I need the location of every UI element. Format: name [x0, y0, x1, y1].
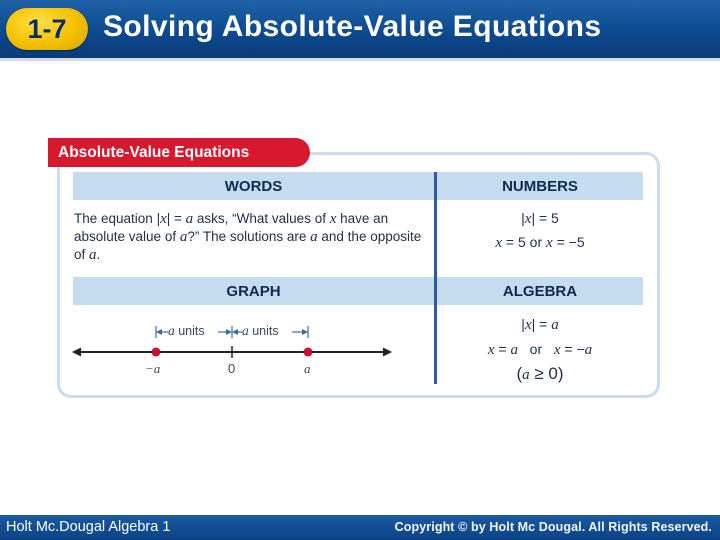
- numbers-line-1: [437, 210, 643, 228]
- graph-text: units: [248, 324, 279, 338]
- column-header-graph: GRAPH: [73, 277, 434, 305]
- lesson-title: Solving Absolute-Value Equations: [103, 10, 602, 43]
- words-text: ?” The solutions are: [187, 229, 311, 244]
- words-var: x: [160, 211, 167, 227]
- numbers-text: = −5: [552, 234, 585, 250]
- card-tab: [48, 138, 310, 167]
- numbers-text: | = 5: [531, 210, 559, 226]
- words-var: a: [179, 229, 188, 245]
- footer-copyright: Copyright © by Holt Mc Dougal. All Rights Reserved.: [394, 520, 712, 534]
- column-header-numbers: NUMBERS: [437, 172, 643, 200]
- words-var: a: [89, 247, 97, 263]
- numbers-line-2: [437, 234, 643, 252]
- words-text: .: [96, 247, 101, 262]
- arrow-head-icon: [156, 329, 162, 335]
- tick-label-zero: 0: [228, 361, 236, 376]
- words-var: a: [185, 211, 194, 227]
- numbers-text: |: [521, 210, 525, 226]
- numbers-var: x: [546, 235, 553, 251]
- graph-var: a: [168, 323, 175, 338]
- algebra-var: a: [584, 342, 593, 358]
- number-line: [70, 318, 400, 364]
- tick-label-neg-a: −a: [145, 361, 161, 376]
- algebra-line-2: [437, 341, 643, 359]
- words-text: The equation: [74, 211, 157, 226]
- words-text: |: [156, 211, 161, 226]
- lesson-badge: [6, 8, 88, 50]
- algebra-line-1: [437, 316, 643, 334]
- words-text: have an absolute value of: [74, 211, 389, 244]
- algebra-line-3: [437, 364, 643, 384]
- card-tab-title: Absolute-Value Equations: [58, 143, 250, 161]
- footer-bar: [0, 515, 720, 540]
- algebra-text: =: [494, 341, 511, 357]
- numbers-text: = 5 or: [502, 234, 547, 250]
- words-var: a: [310, 229, 318, 245]
- lesson-number: 1-7: [27, 13, 67, 44]
- right-arrow-icon: [383, 348, 392, 357]
- footer-book-title: Holt Mc.Dougal Algebra 1: [6, 519, 171, 535]
- column-header-algebra: ALGEBRA: [437, 277, 643, 305]
- tick-label-a: a: [304, 361, 311, 376]
- algebra-text: | =: [531, 316, 552, 332]
- algebra-text: or: [518, 341, 554, 357]
- algebra-var: x: [487, 342, 495, 358]
- left-arrow-icon: [72, 348, 81, 357]
- algebra-var: a: [510, 342, 519, 358]
- algebra-text: |: [521, 316, 525, 332]
- words-text: asks, “What values of: [193, 211, 330, 226]
- algebra-var: a: [522, 367, 530, 383]
- words-text: and the opposite of: [74, 229, 422, 262]
- algebra-text: (: [516, 364, 523, 383]
- words-var: x: [329, 211, 337, 227]
- column-header-words: WORDS: [73, 172, 434, 200]
- title-bar: [0, 0, 720, 58]
- arrow-head-icon: [226, 329, 232, 335]
- algebra-var: x: [524, 317, 532, 333]
- arrow-head-icon: [302, 329, 308, 335]
- header-divider: [0, 58, 720, 61]
- arrow-head-icon: [232, 329, 238, 335]
- words-description: [74, 210, 430, 264]
- algebra-var: x: [553, 342, 561, 358]
- algebra-text: ≥ 0): [529, 364, 564, 383]
- words-text: | =: [166, 211, 186, 226]
- algebra-var: a: [551, 317, 559, 333]
- algebra-text: = −: [560, 341, 585, 357]
- numbers-var: x: [524, 211, 532, 227]
- point-negative-a: [152, 348, 161, 357]
- graph-var: a: [242, 323, 249, 338]
- numbers-var: x: [495, 235, 503, 251]
- point-positive-a: [304, 348, 313, 357]
- graph-text: units: [174, 324, 205, 338]
